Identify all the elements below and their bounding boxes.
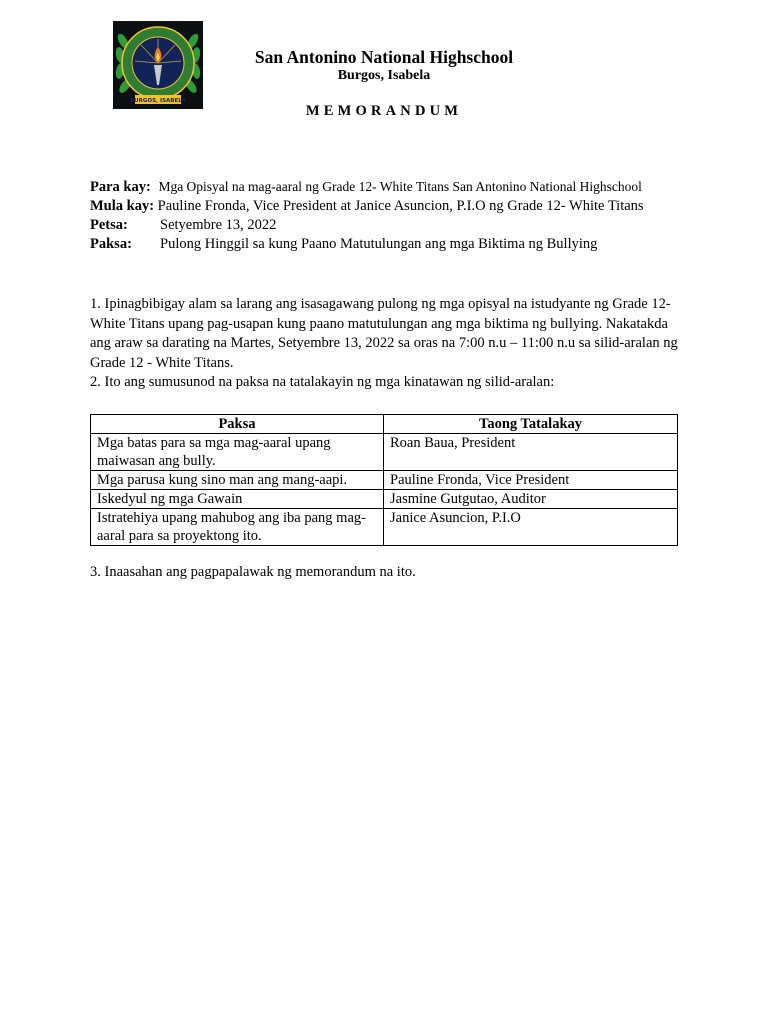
table-cell-speaker: Roan Baua, President xyxy=(384,434,678,471)
subject-line xyxy=(90,235,690,254)
paragraph-3: 3. Inaasahan ang pagpapalawak ng memorandum na ito. xyxy=(90,564,416,580)
from-line xyxy=(90,197,690,216)
to-label: Para kay: xyxy=(90,179,151,195)
to-line xyxy=(90,177,690,197)
from-value: Pauline Fronda, Vice President at Janice Asuncion, P.I.O ng Grade 12- White Titans xyxy=(157,198,644,214)
topics-table xyxy=(90,414,678,546)
table-row xyxy=(91,490,678,509)
table-row xyxy=(91,471,678,490)
table-row xyxy=(91,434,678,471)
svg-text:BURGOS, ISABELA: BURGOS, ISABELA xyxy=(129,98,187,104)
subject-label: Paksa: xyxy=(90,236,132,252)
school-seal-logo xyxy=(113,21,203,109)
date-line xyxy=(90,216,690,235)
table-cell-speaker: Pauline Fronda, Vice President xyxy=(384,471,678,490)
document-type-heading: MEMORANDUM xyxy=(305,103,463,119)
table-cell-speaker: Janice Asuncion, P.I.O xyxy=(384,509,678,546)
subject-value: Pulong Hinggil sa kung Paano Matutulungan ang mga Biktima ng Bullying xyxy=(160,236,598,252)
to-value: Mga Opisyal na mag-aaral ng Grade 12- White Titans San Antonino National Highschool xyxy=(158,179,642,194)
from-label: Mula kay: xyxy=(90,198,155,214)
table-cell-topic: Mga parusa kung sino man ang mang-aapi. xyxy=(91,471,384,490)
table-row xyxy=(91,509,678,546)
school-location: Burgos, Isabela xyxy=(337,68,431,83)
table-header-row xyxy=(91,415,678,434)
school-name: San Antonino National Highschool xyxy=(254,47,514,67)
paragraph-2: 2. Ito ang sumusunod na paksa na tatalakayin ng mga kinatawan ng silid-aralan: xyxy=(90,374,555,390)
date-label: Petsa: xyxy=(90,217,128,233)
paragraph-1: 1. Ipinagbibigay alam sa larang ang isasagawang pulong ng mga opisyal na istudyante ng Grade 12-White Titans upang pag-usapan kung paano matutulungan ang mga biktima ng bullying. Nakatakda ang araw sa darating na Martes, Setyembre 13, 2022 sa oras na 7:00 n.u – 11:00 n.u sa silid-aralan ng Grade 12 - White Titans. xyxy=(90,296,678,371)
table-cell-topic: Iskedyul ng mga Gawain xyxy=(91,490,384,509)
table-cell-speaker: Jasmine Gutgutao, Auditor xyxy=(384,490,678,509)
date-value: Setyembre 13, 2022 xyxy=(160,217,277,233)
table-cell-topic: Mga batas para sa mga mag-aaral upang maiwasan ang bully. xyxy=(91,434,384,471)
column-header-topic: Paksa xyxy=(91,415,384,434)
column-header-speaker: Taong Tatalakay xyxy=(384,415,678,434)
table-cell-topic: Istratehiya upang mahubog ang iba pang mag-aaral para sa proyektong ito. xyxy=(91,509,384,546)
